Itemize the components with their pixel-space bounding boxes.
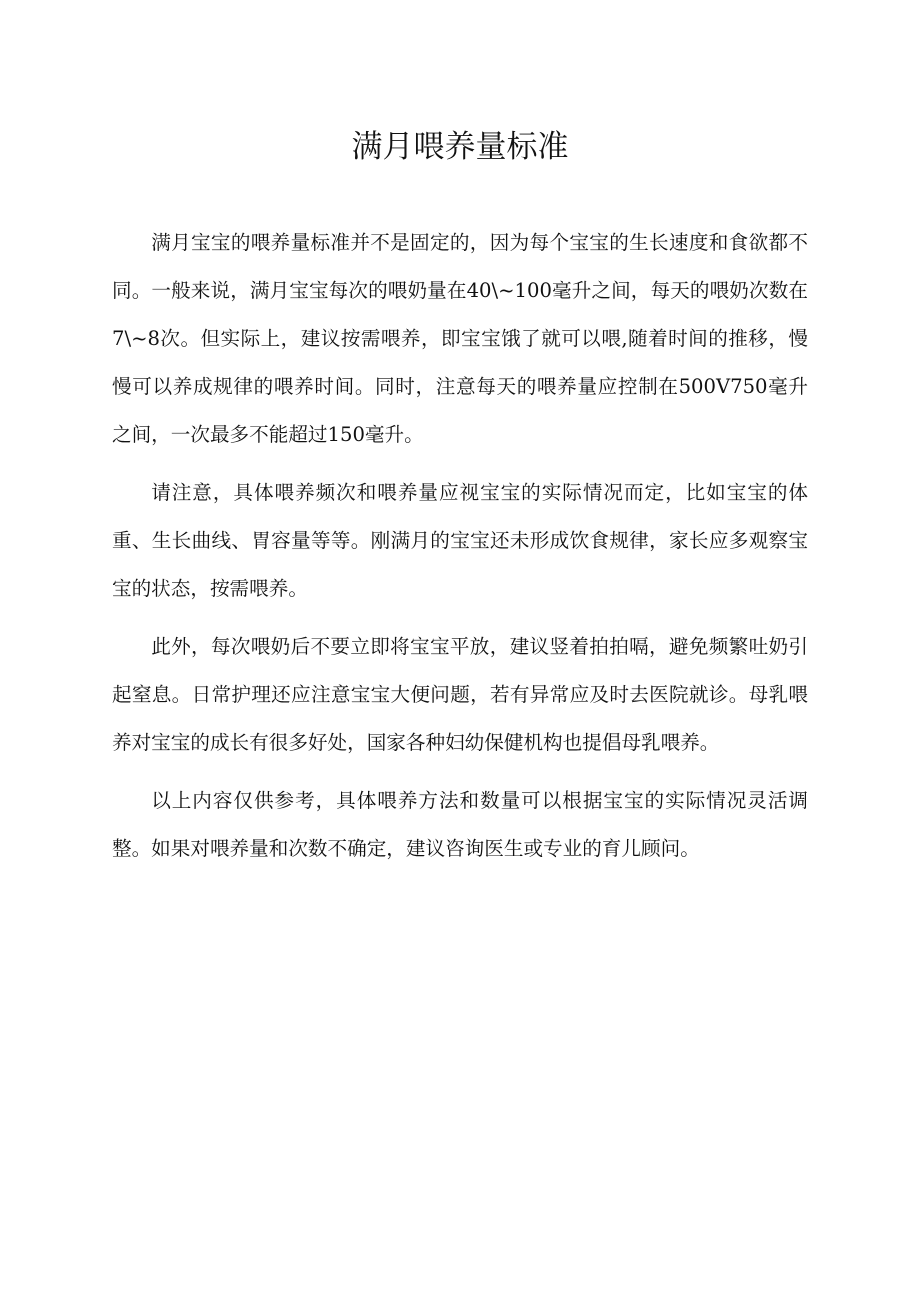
paragraph-4: 以上内容仅供参考，具体喂养方法和数量可以根据宝宝的实际情况灵活调整。如果对喂养量和次数不确定，建议咨询医生或专业的育儿顾问。: [112, 789, 808, 860]
paragraph-3: 此外，每次喂奶后不要立即将宝宝平放，建议竖着拍拍嗝，避免频繁吐奶引起窒息。日常护理还应注意宝宝大便问题，若有异常应及时去医院就诊。母乳喂养对宝宝的成长有很多好处，国家各种妇幼保健机构也提倡母乳喂养。: [112, 635, 808, 754]
paragraph-1: 满月宝宝的喂养量标准并不是固定的，因为每个宝宝的生长速度和食欲都不同。一般来说，满月宝宝每次的喂奶量在40\~100毫升之间，每天的喂奶次数在7\~8次。但实际上，建议按需喂养，即宝宝饿了就可以喂,随着时间的推移，慢慢可以养成规律的喂养时间。同时，注意每天的喂养量应控制在500V750毫升之间，一次最多不能超过150毫升。: [112, 231, 808, 446]
document-title: 满月喂养量标准: [351, 129, 569, 165]
paragraph-2: 请注意，具体喂养频次和喂养量应视宝宝的实际情况而定，比如宝宝的体重、生长曲线、胃容量等等。刚满月的宝宝还未形成饮食规律，家长应多观察宝宝的状态，按需喂养。: [112, 481, 808, 600]
document-body: [112, 219, 808, 883]
